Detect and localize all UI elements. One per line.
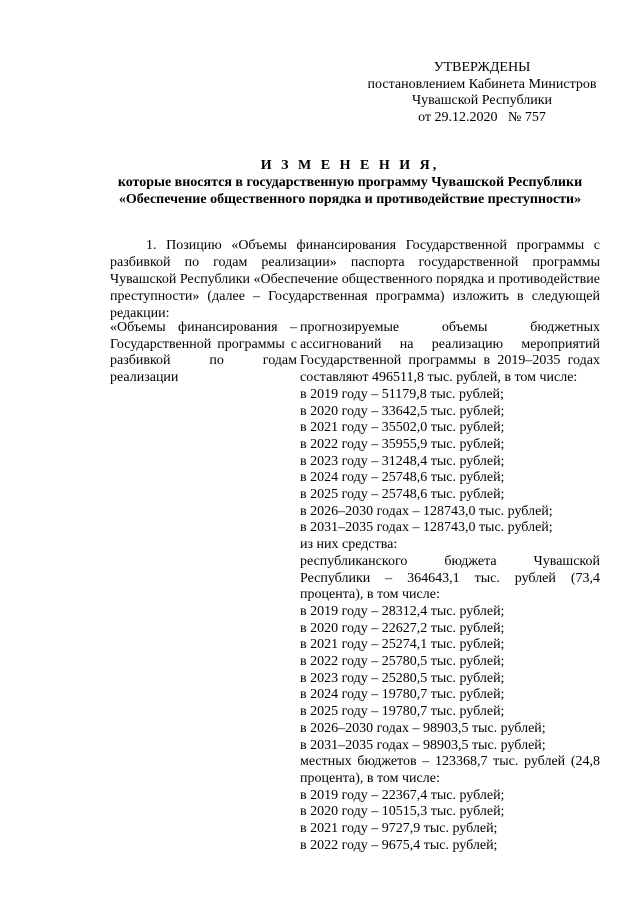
heading-title: И З М Е Н Е Н И Я, (260, 158, 440, 173)
of-which-label: из них средства: (300, 537, 398, 553)
list-item: в 2025 году – 19780,7 тыс. рублей; (300, 704, 505, 720)
list-item: в 2022 году – 35955,9 тыс. рублей; (300, 436, 505, 452)
approval-date-number: от 29.12.2020 № 757 (418, 109, 546, 125)
list-item: в 2022 году – 25780,5 тыс. рублей; (300, 654, 505, 670)
list-item: в 2020 году – 33642,5 тыс. рублей; (300, 403, 505, 419)
list-item: в 2022 году – 9675,4 тыс. рублей; (300, 837, 498, 853)
total-years-list (300, 387, 600, 537)
republic-years-list (300, 604, 600, 754)
list-item: в 2031–2035 годах – 98903,5 тыс. рублей; (300, 737, 546, 753)
list-item: в 2019 году – 51179,8 тыс. рублей; (300, 386, 504, 402)
list-item: в 2025 году – 25748,6 тыс. рублей; (300, 487, 505, 503)
list-item: в 2031–2035 годах – 128743,0 тыс. рублей; (300, 520, 553, 536)
approval-republic: Чувашской Республики (411, 93, 553, 108)
local-years-list (300, 788, 600, 855)
list-item: в 2021 году – 25274,1 тыс. рублей; (300, 637, 505, 653)
approval-title: УТВЕРЖДЕНЫ (433, 60, 531, 75)
position-value-cell (300, 320, 600, 855)
list-item: в 2024 году – 25748,6 тыс. рублей; (300, 470, 505, 486)
list-item: в 2020 году – 10515,3 тыс. рублей; (300, 804, 505, 820)
list-item: в 2021 году – 9727,9 тыс. рублей; (300, 821, 498, 837)
list-item: в 2020 году – 22627,2 тыс. рублей; (300, 620, 505, 636)
approval-block (352, 60, 612, 126)
republic-budget-text: республиканского бюджета Чувашской Республики – 364643,1 тыс. рублей (73,4 процента), в том числе: (300, 553, 600, 603)
document-heading (100, 157, 600, 208)
list-item: в 2026–2030 годах – 98903,5 тыс. рублей; (300, 720, 546, 736)
list-item: в 2026–2030 годах – 128743,0 тыс. рублей; (300, 503, 553, 519)
list-item: в 2023 году – 25280,5 тыс. рублей; (300, 670, 505, 686)
list-item: в 2021 году – 35502,0 тыс. рублей; (300, 420, 505, 436)
list-item: в 2023 году – 31248,4 тыс. рублей; (300, 453, 505, 469)
list-item: в 2019 году – 28312,4 тыс. рублей; (300, 603, 505, 619)
intro-paragraph: 1. Позицию «Объемы финансирования Государственной программы с разбивкой по годам реализации» паспорта государственной программы Чувашской Республики «Обеспечение общественного порядка и противодействие преступности» (далее – Государственная программа) изложить в следующей редакции: (110, 238, 600, 321)
list-item: в 2019 году – 22367,4 тыс. рублей; (300, 787, 505, 803)
total-funding-text: прогнозируемые объемы бюджетных ассигнований на реализацию мероприятий Государственной программы в 2019–2035 годах составляют 496511,8 тыс. рублей, в том числе: (300, 320, 600, 386)
approval-decree: постановлением Кабинета Министров (367, 76, 597, 92)
heading-subtitle-2: «Обеспечение общественного порядка и противодействие преступности» (118, 192, 582, 207)
heading-subtitle-1: которые вносятся в государственную программу Чувашской Республики (117, 175, 583, 190)
local-budget-text: местных бюджетов – 123368,7 тыс. рублей (24,8 процента), в том числе: (300, 754, 600, 786)
position-label-cell: «Объемы финансирования – Государственной программы с разбивкой по годам реализации (110, 320, 297, 386)
list-item: в 2024 году – 19780,7 тыс. рублей; (300, 687, 505, 703)
